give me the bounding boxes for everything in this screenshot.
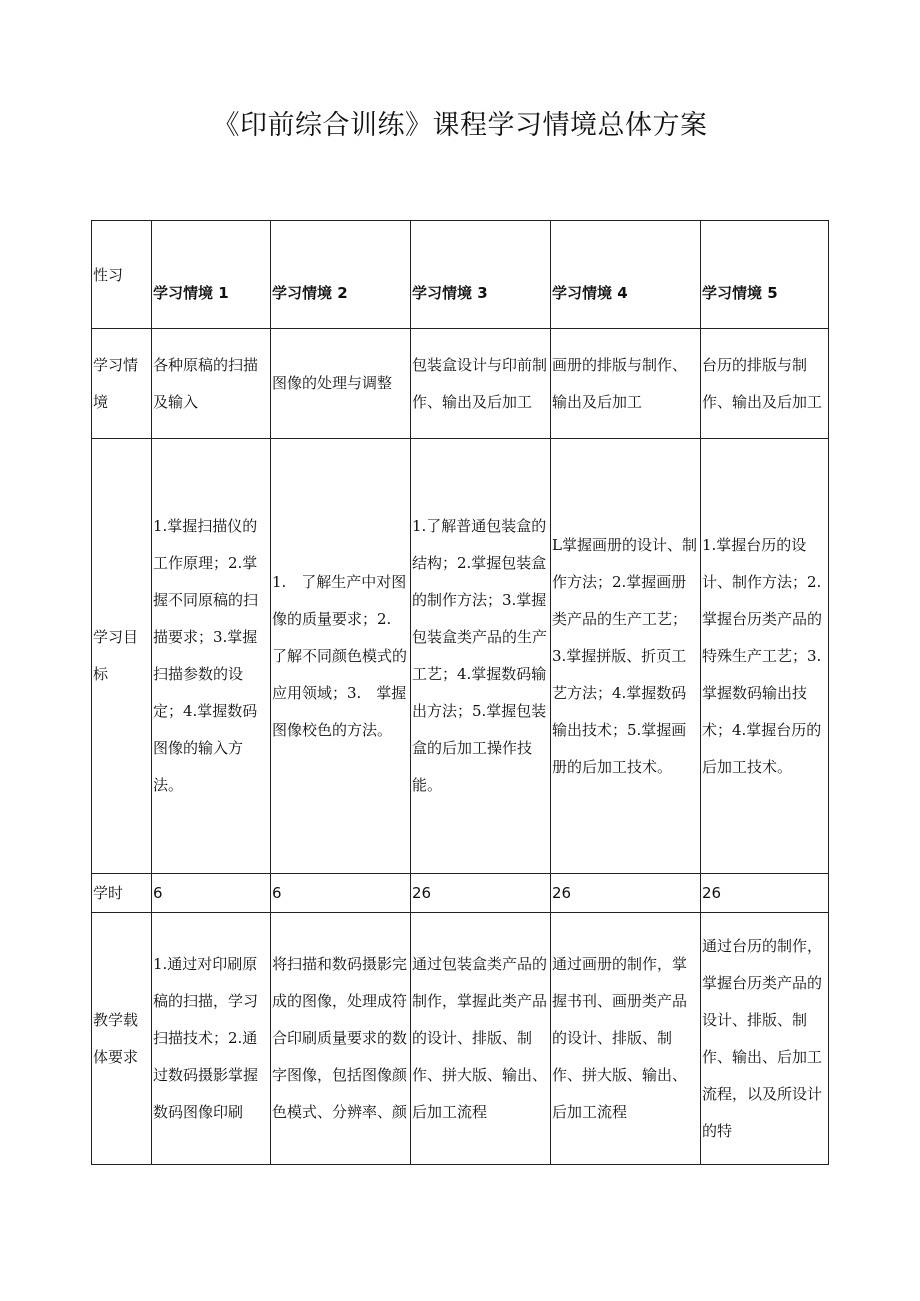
corner-cell: [92, 221, 152, 329]
cell-text: 6: [272, 883, 282, 902]
row-label-cell: [92, 439, 152, 874]
table-cell: [551, 874, 701, 913]
header-cell: [701, 221, 829, 329]
cell-text: 26: [702, 883, 722, 902]
column-header: 学习情境 3: [412, 284, 488, 302]
table-cell: [411, 913, 551, 1165]
header-cell: [271, 221, 411, 329]
cell-text: 画册的排版与制作、输出及后加工: [552, 355, 688, 411]
corner-label: 性习: [93, 265, 124, 284]
cell-text: 26: [412, 883, 432, 902]
cell-text: 6: [153, 883, 163, 902]
cell-text: 各种原稿的扫描及输入: [153, 355, 259, 411]
cell-text: 1.掌握扫描仪的工作原理；2.掌握不同原稿的扫描要求；3.掌握扫描参数的设定；4.掌握数码图像的输入方法。: [153, 517, 259, 794]
table-cell: [271, 874, 411, 913]
table-cell: [411, 439, 551, 874]
table-cell: [152, 913, 271, 1165]
table-row: [92, 329, 829, 439]
column-header: 学习情境 1: [153, 284, 229, 302]
table-cell: [152, 329, 271, 439]
table-cell: [551, 329, 701, 439]
cell-text: 1. 了解生产中对图像的质量要求；2. 了解不同颜色模式的应用领域；3. 掌握图像校色的方法。: [272, 572, 408, 739]
cell-text: 26: [552, 883, 572, 902]
table-cell: [701, 439, 829, 874]
table-cell: [551, 913, 701, 1165]
column-header: 学习情境 4: [552, 284, 628, 302]
header-cell: [411, 221, 551, 329]
cell-text: 1.了解普通包装盒的结构；2.掌握包装盒的制作方法；3.掌握包装盒类产品的生产工艺；4.掌握数码输出方法；5.掌握包装盒的后加工操作技能。: [412, 517, 548, 794]
table-cell: [551, 439, 701, 874]
row-label-cell: [92, 874, 152, 913]
row-label: 学时: [93, 883, 124, 902]
table-cell: [411, 329, 551, 439]
column-header: 学习情境 2: [272, 284, 348, 302]
cell-text: 图像的处理与调整: [272, 374, 393, 392]
cell-text: 台历的排版与制作、输出及后加工: [702, 355, 823, 411]
table-cell: [701, 913, 829, 1165]
cell-text: L掌握画册的设计、制作方法；2.掌握画册类产品的生产工艺；3.掌握拼版、折页工艺方法；4.掌握数码输出技术；5.掌握画册的后加工技术。: [552, 535, 697, 776]
cell-text: 1.掌握台历的设计、制作方法；2.掌握台历类产品的特殊生产工艺；3.掌握数码输出技术；4.掌握台历的后加工技术。: [702, 535, 823, 776]
header-row: [92, 221, 829, 329]
table-cell: [271, 439, 411, 874]
table-cell: [701, 329, 829, 439]
row-label: 学习目标: [93, 628, 139, 683]
table-cell: [271, 913, 411, 1165]
row-label-cell: [92, 329, 152, 439]
table-cell: [152, 439, 271, 874]
cell-text: 包装盒设计与印前制作、输出及后加工: [412, 355, 548, 411]
header-cell: [551, 221, 701, 329]
row-label-cell: [92, 913, 152, 1165]
cell-text: 1.通过对印刷原稿的扫描，学习扫描技术；2.通过数码摄影掌握数码图像印刷: [153, 955, 259, 1121]
cell-text: 通过包装盒类产品的制作，掌握此类产品的设计、排版、制作、拼大版、输出、后加工流程: [412, 955, 548, 1121]
course-plan-table: [91, 220, 829, 1165]
table-row: [92, 439, 829, 874]
column-header: 学习情境 5: [702, 284, 778, 302]
header-cell: [152, 221, 271, 329]
table-row: [92, 913, 829, 1165]
document-title: 《印前综合训练》课程学习情境总体方案: [212, 110, 708, 141]
row-label: 教学载体要求: [93, 1010, 139, 1066]
table-row: [92, 874, 829, 913]
row-label: 学习情境: [93, 355, 139, 411]
cell-text: 通过画册的制作，掌握书刊、画册类产品的设计、排版、制作、拼大版、输出、后加工流程: [552, 955, 688, 1121]
table-cell: [701, 874, 829, 913]
table-cell: [152, 874, 271, 913]
cell-text: 通过台历的制作，掌握台历类产品的设计、排版、制作、输出、后加工流程，以及所设计的特: [702, 936, 823, 1140]
cell-text: 将扫描和数码摄影完成的图像，处理成符合印刷质量要求的数字图像，包括图像颜色模式、分辨率、颜: [272, 955, 408, 1121]
table-cell: [271, 329, 411, 439]
table-cell: [411, 874, 551, 913]
